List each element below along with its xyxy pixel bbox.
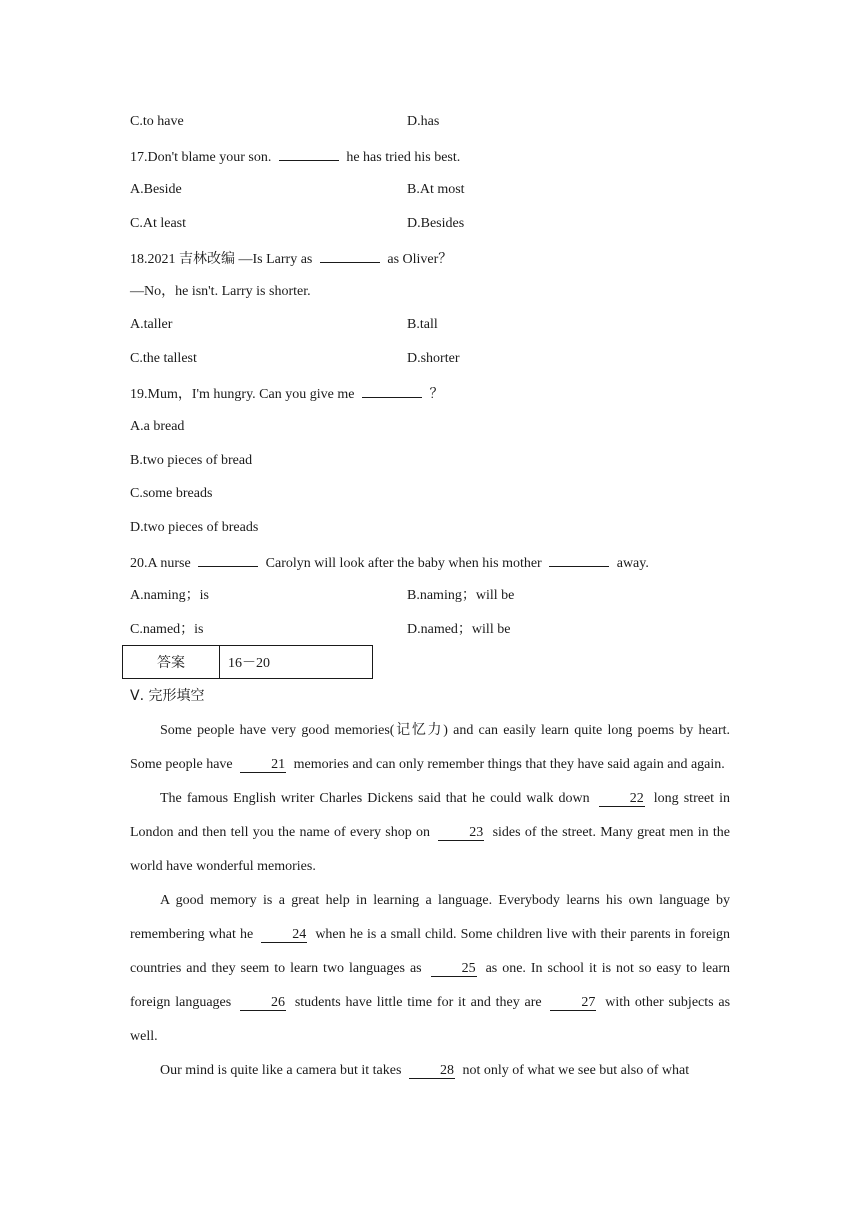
cloze-blank-25: 25 bbox=[431, 962, 477, 977]
cloze-blank-28: 28 bbox=[409, 1064, 455, 1079]
answer-table-range: 16－20 bbox=[220, 646, 373, 679]
q20-stem bbox=[130, 552, 649, 574]
q19-stem-post: ？ bbox=[429, 387, 444, 402]
cloze-blank-23: 23 bbox=[438, 826, 484, 841]
q17-stem-pre: 17.Don't blame your son. bbox=[130, 150, 272, 165]
cloze-blank-21: 21 bbox=[240, 758, 286, 773]
cloze-passage bbox=[130, 714, 730, 1088]
q18-reply: —No，he isn't. Larry is shorter. bbox=[130, 284, 311, 299]
q18-stem-post: as Oliver？ bbox=[387, 252, 453, 267]
passage-text: long street in London and then tell you the name of every shop on bbox=[130, 791, 730, 840]
passage-text: Our mind is quite like a camera but it takes bbox=[160, 1063, 402, 1078]
q17-option-a: A.Beside bbox=[130, 182, 182, 197]
cloze-blank-24: 24 bbox=[261, 928, 307, 943]
passage-text: memories and can only remember things that they have said again and again. bbox=[293, 757, 725, 772]
q18-stem-pre: 18.2021 吉林改编 —Is Larry as bbox=[130, 252, 313, 267]
passage-text: with other subjects as well. bbox=[130, 995, 731, 1044]
passage-text: when he is a small child. Some children live with their parents in foreign countries and they seem to learn two languages as bbox=[130, 927, 731, 976]
q19-option-b: B.two pieces of bread bbox=[130, 453, 253, 468]
passage-text: students have little time for it and they are bbox=[294, 995, 542, 1010]
q17-option-b: B.At most bbox=[407, 182, 465, 197]
q18-option-c: C.the tallest bbox=[130, 351, 197, 366]
q20-option-c: C.named；is bbox=[130, 622, 204, 637]
passage-text: A good memory is a great help in learning a language. Everybody learns his own language by remembering what he bbox=[130, 893, 730, 942]
q17-stem bbox=[130, 146, 460, 168]
q20-answer-blank-2 bbox=[549, 552, 609, 567]
passage-text: as one. In school it is not so easy to learn foreign languages bbox=[130, 961, 730, 1010]
q19-option-a: A.a bread bbox=[130, 419, 185, 434]
q18-option-a: A.taller bbox=[130, 317, 173, 332]
q18-answer-blank bbox=[320, 248, 380, 263]
q18-option-d: D.shorter bbox=[407, 351, 460, 366]
q20-option-a: A.naming；is bbox=[130, 588, 209, 603]
answer-table-row bbox=[123, 646, 373, 679]
passage-paragraph-1 bbox=[130, 714, 730, 782]
q20-option-d: D.named；will be bbox=[407, 622, 511, 637]
q20-stem-pre: 20.A nurse bbox=[130, 556, 191, 571]
passage-text: sides of the street. Many great men in the world have wonderful memories. bbox=[130, 825, 731, 874]
q20-stem-mid: Carolyn will look after the baby when his mother bbox=[265, 556, 542, 571]
passage-paragraph-3 bbox=[130, 884, 730, 1054]
q17-stem-post: he has tried his best. bbox=[346, 150, 461, 165]
q17-option-c: C.At least bbox=[130, 216, 186, 231]
passage-text: not only of what we see but also of what bbox=[462, 1063, 690, 1078]
answer-table-label: 答案 bbox=[123, 646, 220, 679]
q20-stem-post: away. bbox=[616, 556, 649, 571]
q17-option-d: D.Besides bbox=[407, 216, 465, 231]
q19-option-c: C.some breads bbox=[130, 486, 213, 501]
passage-paragraph-4 bbox=[130, 1054, 730, 1088]
q16-option-c: C.to have bbox=[130, 114, 184, 129]
q19-answer-blank bbox=[362, 383, 422, 398]
q19-stem bbox=[130, 383, 443, 405]
q16-option-d: D.has bbox=[407, 114, 440, 129]
passage-paragraph-2 bbox=[130, 782, 730, 884]
cloze-blank-27: 27 bbox=[550, 996, 596, 1011]
q18-option-b: B.tall bbox=[407, 317, 438, 332]
cloze-blank-22: 22 bbox=[599, 792, 645, 807]
passage-text: Some people have very good memories(记忆力) and can easily learn quite long poems by heart. Some people have bbox=[130, 723, 730, 772]
q20-option-b: B.naming；will be bbox=[407, 588, 515, 603]
q20-answer-blank-1 bbox=[198, 552, 258, 567]
section-heading: Ⅴ. 完形填空 bbox=[130, 688, 205, 704]
q19-stem-pre: 19.Mum，I'm hungry. Can you give me bbox=[130, 387, 355, 402]
q17-answer-blank bbox=[279, 146, 339, 161]
q19-option-d: D.two pieces of breads bbox=[130, 520, 259, 535]
cloze-blank-26: 26 bbox=[240, 996, 286, 1011]
q18-stem bbox=[130, 248, 452, 270]
passage-text: The famous English writer Charles Dickens said that he could walk down bbox=[160, 791, 590, 806]
answer-table bbox=[122, 645, 373, 679]
